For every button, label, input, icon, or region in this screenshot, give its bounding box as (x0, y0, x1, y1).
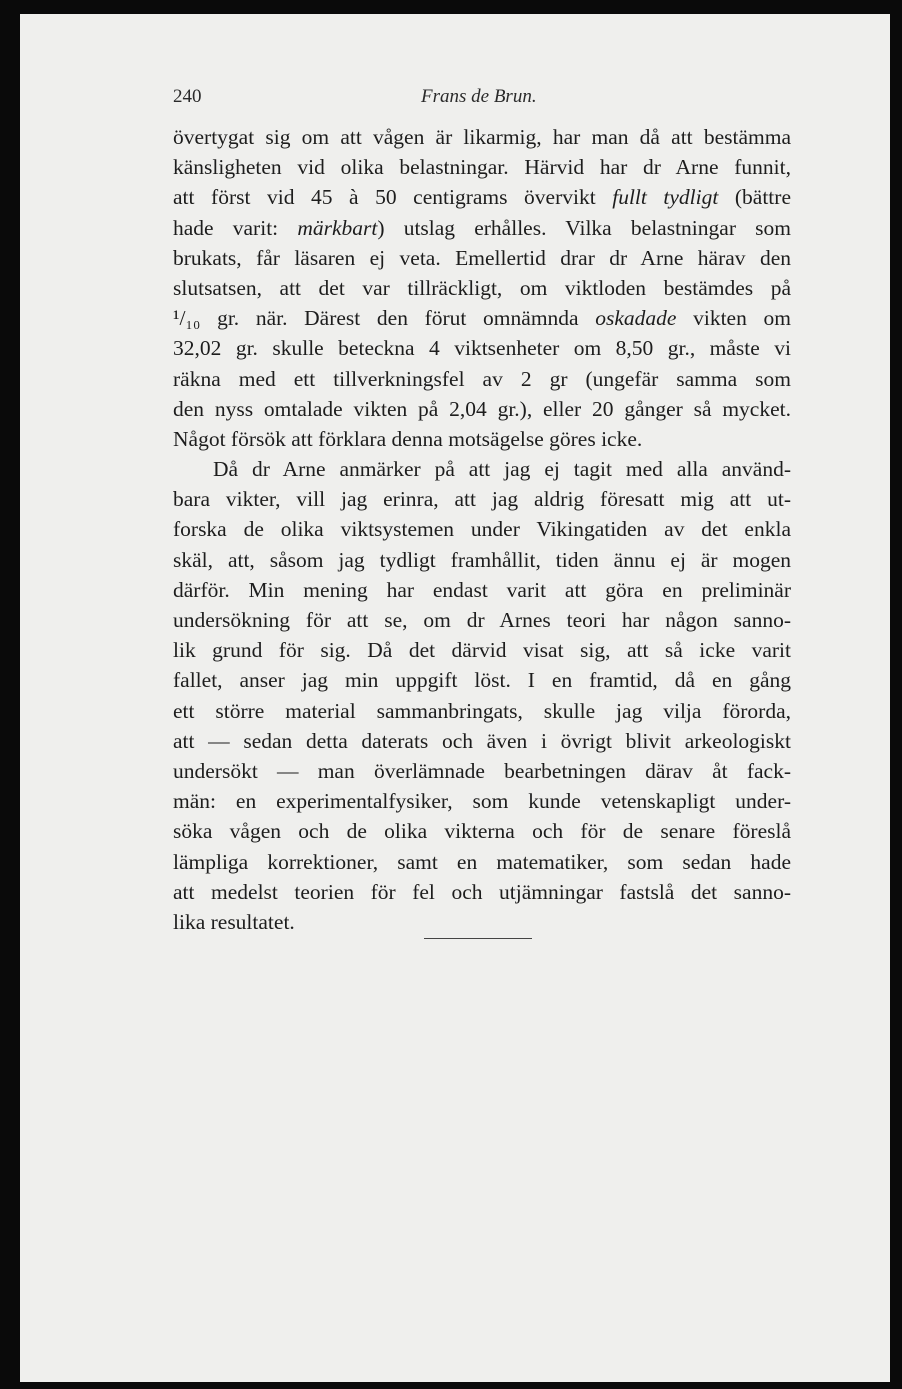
text-line: räkna med ett tillverkningsfel av 2 gr (ungefär samma som (173, 366, 791, 391)
paragraph-1 (173, 122, 791, 454)
running-header (173, 86, 813, 112)
text-segment: vikten om (676, 306, 791, 331)
text-line (173, 182, 791, 212)
text-line: undersökning för att se, om dr Arnes teori har någon sanno- (173, 608, 791, 632)
text-line: brukats, får läsaren ej veta. Emellertid drar dr Arne härav den (173, 245, 791, 270)
page-number: 240 (173, 86, 202, 107)
paragraph-2 (173, 454, 791, 937)
section-divider (424, 938, 532, 939)
text-line: skäl, att, såsom jag tydligt framhållit, tiden ännu ej är mogen (173, 547, 791, 572)
running-title: Frans de Brun. (421, 86, 537, 107)
text-line: Då dr Arne anmärker på att jag ej tagit med alla använd- (213, 457, 791, 482)
text-segment: ¹/₁₀ gr. när. Därest den förut omnämnda (173, 306, 596, 331)
italic-phrase: märkbart (297, 215, 378, 240)
text-line: känsligheten vid olika belastningar. Härvid har dr Arne funnit, (173, 155, 791, 180)
text-line: lämpliga korrektioner, samt en matematiker, som sedan hade (173, 849, 791, 874)
italic-phrase: oskadade (595, 306, 677, 331)
text-line: att medelst teorien för fel och utjämningar fastslå det sanno- (173, 879, 791, 904)
text-line: övertygat sig om att vågen är likarmig, har man då att bestämma (173, 125, 791, 149)
text-line: fallet, anser jag min uppgift löst. I en framtid, då en gång (173, 668, 791, 693)
text-line: lik grund för sig. Då det därvid visat sig, att så icke varit (173, 638, 791, 663)
text-line: söka vågen och de olika vikterna och för de senare föreslå (173, 819, 791, 844)
text-segment: ) utslag erhålles. Vilka belastningar som (377, 215, 791, 240)
text-line: Något försök att förklara denna motsägelse göres icke. (173, 426, 643, 451)
text-line: lika resultatet. (173, 909, 295, 934)
text-line: undersökt — man överlämnade bearbetningen därav åt fack- (173, 758, 791, 783)
text-line: bara vikter, vill jag erinra, att jag aldrig föresatt mig att ut- (173, 487, 791, 512)
text-line: ett större material sammanbringats, skulle jag vilja förorda, (173, 698, 791, 723)
text-line (173, 303, 791, 333)
text-line: därför. Min mening har endast varit att göra en preliminär (173, 577, 791, 602)
text-line: 32,02 gr. skulle beteckna 4 viktsenheter om 8,50 gr., måste vi (173, 336, 791, 361)
text-line: män: en experimentalfysiker, som kunde vetenskapligt under- (173, 789, 791, 814)
text-line (173, 213, 791, 243)
text-segment: att först vid 45 à 50 centigrams övervikt (173, 185, 613, 210)
text-line: slutsatsen, att det var tillräckligt, om viktloden bestämdes på (173, 275, 791, 300)
body-text (173, 122, 791, 937)
text-line: den nyss omtalade vikten på 2,04 gr.), eller 20 gånger så mycket. (173, 396, 791, 421)
italic-phrase: fullt tydligt (612, 185, 719, 210)
text-segment: hade varit: (173, 215, 298, 240)
text-line: att — sedan detta daterats och även i övrigt blivit arkeologiskt (173, 728, 791, 753)
text-segment: (bättre (718, 185, 791, 210)
text-line: forska de olika viktsystemen under Vikingatiden av det enkla (173, 517, 791, 542)
